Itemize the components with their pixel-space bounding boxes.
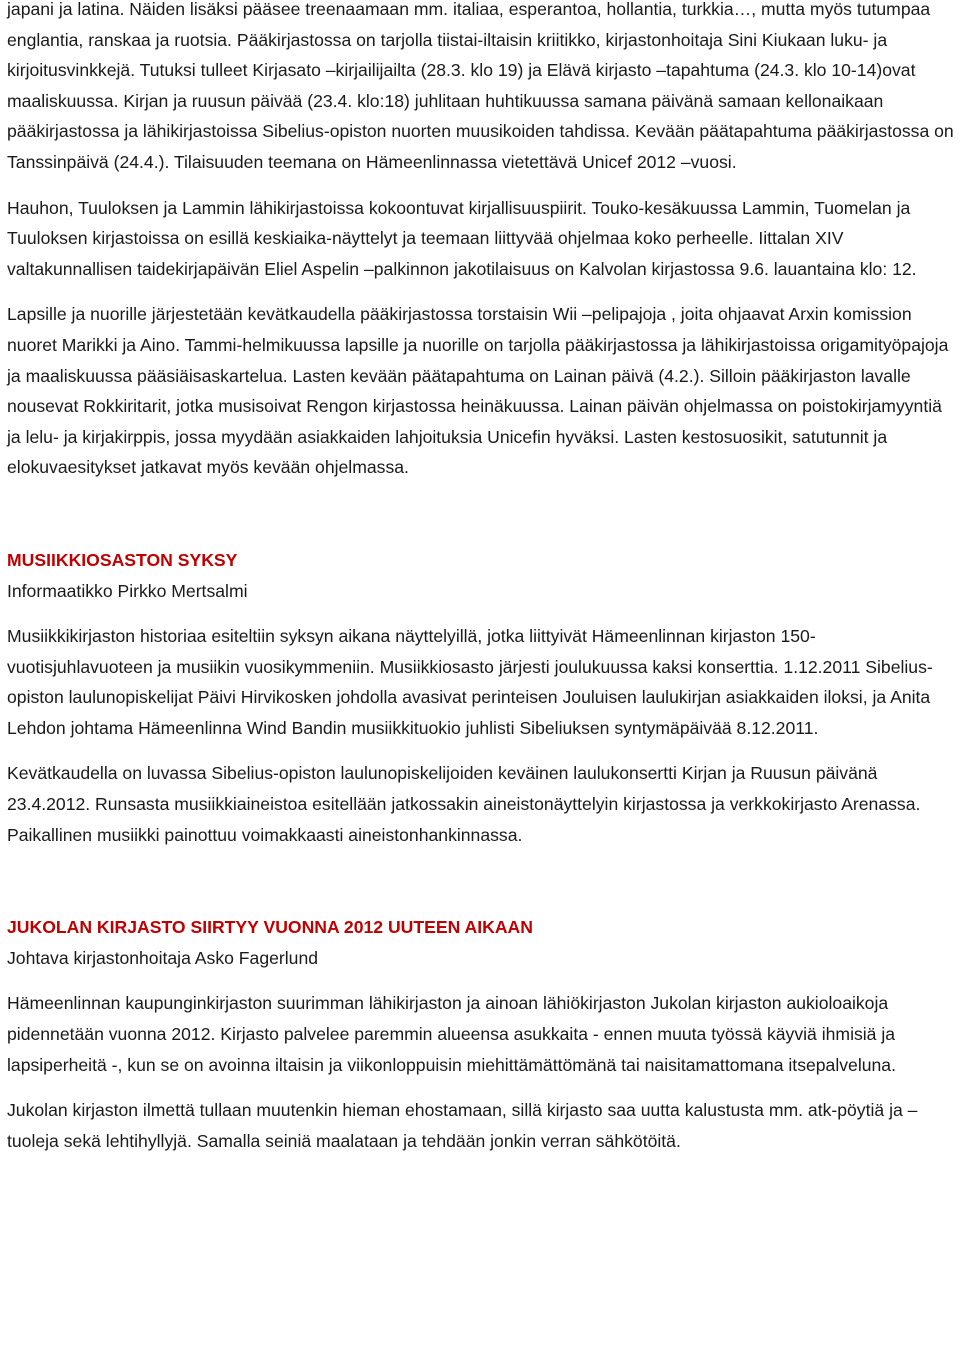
section-heading-music: MUSIIKKIOSASTON SYKSY: [7, 549, 238, 570]
byline-music: Informaatikko Pirkko Mertsalmi: [7, 580, 248, 601]
section-heading-jukola: JUKOLAN KIRJASTO SIIRTYY VUONNA 2012 UUTEEN AIKAAN: [7, 917, 533, 938]
paragraph-jukola-renovation: Jukolan kirjaston ilmettä tullaan muutenkin hieman ehostamaan, sillä kirjasto saa uutta kalustusta mm. atk-pöytiä ja – tuoleja sekä lehtihyllyjä. Samalla seiniä maalataan ja tehdään jonkin verran sähkötöitä.: [7, 1100, 918, 1151]
paragraph-music-spring: Kevätkaudella on luvassa Sibelius-opiston laulunopiskelijoiden keväinen laulukonsertti Kirjan ja Ruusun päivänä 23.4.2012. Runsasta musiikkiaineistoa esitellään jatkossakin aineistonäyttelyin kirjastossa ja verkkokirjasto Arenassa. Paikallinen musiikki painottuu voimakkaasti aineistonhankinnassa.: [7, 763, 921, 845]
paragraph-music-history: Musiikkikirjaston historiaa esiteltiin syksyn aikana näyttelyillä, jotka liittyivät Hämeenlinnan kirjaston 150-vuotisjuhlavuoteen ja musiikin vuosikymmeniin. Musiikkiosasto järjesti joulukuussa kaksi konserttia. 1.12.2011 Sibelius-opiston laulunopiskelijat Päivi Hirvikosken johdolla avasivat perinteisen Jouluisen laulukirjan asiakkaiden iloksi, ja Anita Lehdon johtama Hämeenlinna Wind Bandin musiikkituokio juhlisti Sibeliuksen syntymäpäivää 8.12.2011.: [7, 626, 933, 738]
paragraph-reading-circles: Hauhon, Tuuloksen ja Lammin lähikirjastoissa kokoontuvat kirjallisuuspiirit. Touko-kesäkuussa Lammin, Tuomelan ja Tuuloksen kirjastoissa on esillä keskiaika-näyttelyt ja teemaan liittyvää ohjelmaa koko perheelle. Iittalan XIV valtakunnallisen taidekirjapäivän Eliel Aspelin –palkinnon jakotilaisuus on Kalvolan kirjastossa 9.6. lauantaina klo: 12.: [7, 197, 917, 279]
paragraph-children-events: Lapsille ja nuorille järjestetään kevätkaudella pääkirjastossa torstaisin Wii –pelipajoja , joita ohjaavat Arxin komission nuoret Marikki ja Aino. Tammi-helmikuussa lapsille ja nuorille on tarjolla pääkirjastossa ja lähikirjastoissa origamityöpajoja ja maaliskuussa pääsiäisaskartelua. Lasten kevään päätapahtuma on Lainan päivä (4.2.). Silloin pääkirjaston lavalle nousevat Rokkiritarit, jotka musisoivat Rengon kirjastossa heinäkuussa. Lainan päivän ohjelmassa on poistokirjamyyntiä ja lelu- ja kirjakirppis, jossa myydään asiakkaiden lahjoituksia Unicefin hyväksi. Lasten kestosuosikit, satutunnit ja elokuvaesitykset jatkavat myös kevään ohjelmassa.: [7, 304, 949, 478]
paragraph-language-courses: japani ja latina. Näiden lisäksi pääsee treenaamaan mm. italiaa, esperantoa, hollantia, turkkia…, mutta myös tutumpaa englantia, ranskaa ja ruotsia. Pääkirjastossa on tarjolla tiistai-iltaisin kriitikko, kirjastonhoitaja Sini Kiukaan luku- ja kirjoitusvinkkejä. Tutuksi tulleet Kirjasato –kirjailijailta (28.3. klo 19) ja Elävä kirjasto –tapahtuma (24.3. klo 10-14)ovat maaliskuussa. Kirjan ja ruusun päivää (23.4. klo:18) juhlitaan huhtikuussa samana päivänä samaan kellonaikaan pääkirjastossa ja lähikirjastoissa Sibelius-opiston nuorten muusikoiden tahdissa. Kevään päätapahtuma pääkirjastossa on Tanssinpäivä (24.4.). Tilaisuuden teemana on Hämeenlinnassa vietettävä Unicef 2012 –vuosi.: [7, 0, 954, 172]
paragraph-jukola-hours: Hämeenlinnan kaupunginkirjaston suurimman lähikirjaston ja ainoan lähiökirjaston Jukolan kirjaston aukioloaikoja pidennetään vuonna 2012. Kirjasto palvelee paremmin alueensa asukkaita - ennen muuta työssä käyviä ihmisiä ja lapsiperheitä -, kun se on avoinna iltaisin ja viikonloppuisin miehittämättömänä tai naisitamattomana itsepalveluna.: [7, 993, 896, 1075]
byline-jukola: Johtava kirjastonhoitaja Asko Fagerlund: [7, 947, 319, 968]
